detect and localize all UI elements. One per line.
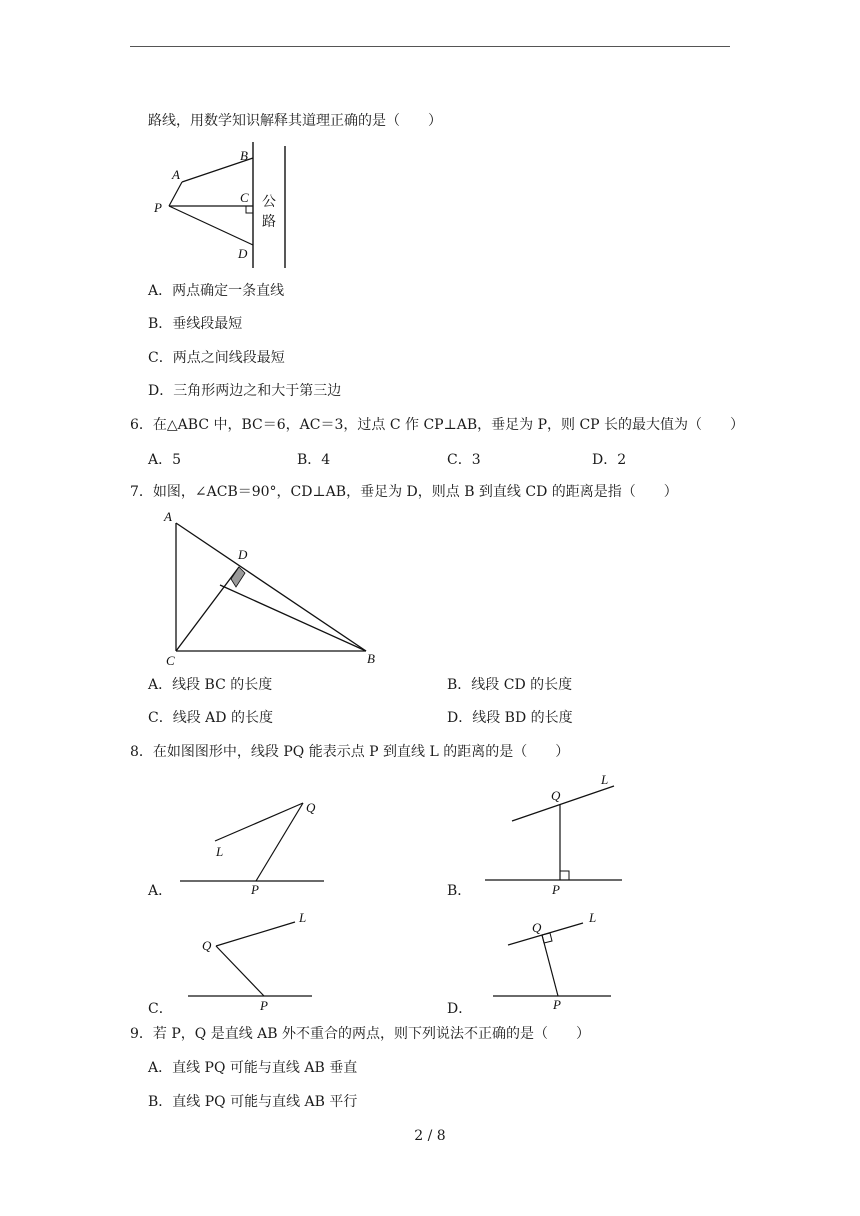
q8c-label-p: P	[260, 998, 268, 1013]
q7-stem: 7．如图，∠ACB＝90°，CD⊥AB，垂足为 D，则点 B 到直线 CD 的距离是指（ ）	[130, 484, 678, 500]
q7-label-a: A	[164, 509, 172, 524]
q8-figure-c	[180, 905, 330, 1019]
q8-figure-a	[178, 795, 328, 904]
q5-label-c: C	[240, 190, 249, 205]
q8-option-b-label: B．	[447, 883, 472, 899]
q7-label-b: B	[367, 651, 375, 666]
q8-option-a-label: A．	[148, 883, 173, 899]
q8a-label-l: L	[216, 844, 224, 859]
q5-option-a: A．两点确定一条直线	[148, 283, 285, 299]
q6-option-c: C．3	[447, 452, 481, 468]
q8-stem: 8．在如图图形中，线段 PQ 能表示点 P 到直线 L 的距离的是（ ）	[130, 744, 570, 760]
q6-option-a: A．5	[148, 452, 182, 468]
q9-option-a: A．直线 PQ 可能与直线 AB 垂直	[148, 1060, 358, 1076]
q5-label-a: A	[172, 167, 180, 182]
q5-option-b: B．垂线段最短	[148, 316, 243, 332]
q7-option-c: C．线段 AD 的长度	[148, 710, 273, 726]
q8d-label-l: L	[589, 910, 597, 925]
q7-label-c: C	[166, 653, 175, 668]
q5-stem-tail: 路线，用数学知识解释其道理正确的是（ ）	[148, 113, 442, 129]
q7-option-b: B．线段 CD 的长度	[447, 677, 573, 693]
q5-label-b: B	[240, 148, 248, 163]
q8-figure-d	[485, 905, 625, 1019]
q8a-label-q: Q	[306, 800, 316, 815]
q8b-label-q: Q	[551, 788, 561, 803]
q5-figure	[150, 140, 300, 276]
q8a-label-p: P	[251, 882, 259, 897]
q7-label-d: D	[238, 547, 248, 562]
page-number: 2 / 8	[414, 1128, 446, 1144]
q6-option-d: D．2	[592, 452, 627, 468]
q5-road-char-1: 公	[262, 194, 276, 210]
q8c-label-q: Q	[202, 938, 212, 953]
q8-option-d-label: D．	[447, 1001, 473, 1017]
q5-road-char-2: 路	[262, 214, 276, 230]
q8b-label-l: L	[601, 772, 609, 787]
header-rule	[130, 46, 730, 47]
q8-figure-b	[480, 770, 630, 904]
q7-figure	[158, 505, 388, 675]
q5-option-c: C．两点之间线段最短	[148, 350, 285, 366]
q7-option-d: D．线段 BD 的长度	[447, 710, 573, 726]
q5-label-p: P	[154, 200, 162, 215]
q8-option-c-label: C．	[148, 1001, 173, 1017]
q6-option-b: B．4	[297, 452, 331, 468]
q8b-label-p: P	[552, 882, 560, 897]
q8d-label-p: P	[553, 997, 561, 1012]
q6-stem: 6．在△ABC 中，BC＝6，AC＝3，过点 C 作 CP⊥AB，垂足为 P，则 CP 长的最大值为（ ）	[130, 417, 745, 433]
q8c-label-l: L	[299, 910, 307, 925]
q5-label-d: D	[238, 246, 248, 261]
q9-stem: 9．若 P，Q 是直线 AB 外不重合的两点，则下列说法不正确的是（ ）	[130, 1026, 591, 1042]
q8d-label-q: Q	[532, 920, 542, 935]
q9-option-b: B．直线 PQ 可能与直线 AB 平行	[148, 1094, 358, 1110]
q7-option-a: A．线段 BC 的长度	[148, 677, 273, 693]
q5-option-d: D．三角形两边之和大于第三边	[148, 383, 342, 399]
